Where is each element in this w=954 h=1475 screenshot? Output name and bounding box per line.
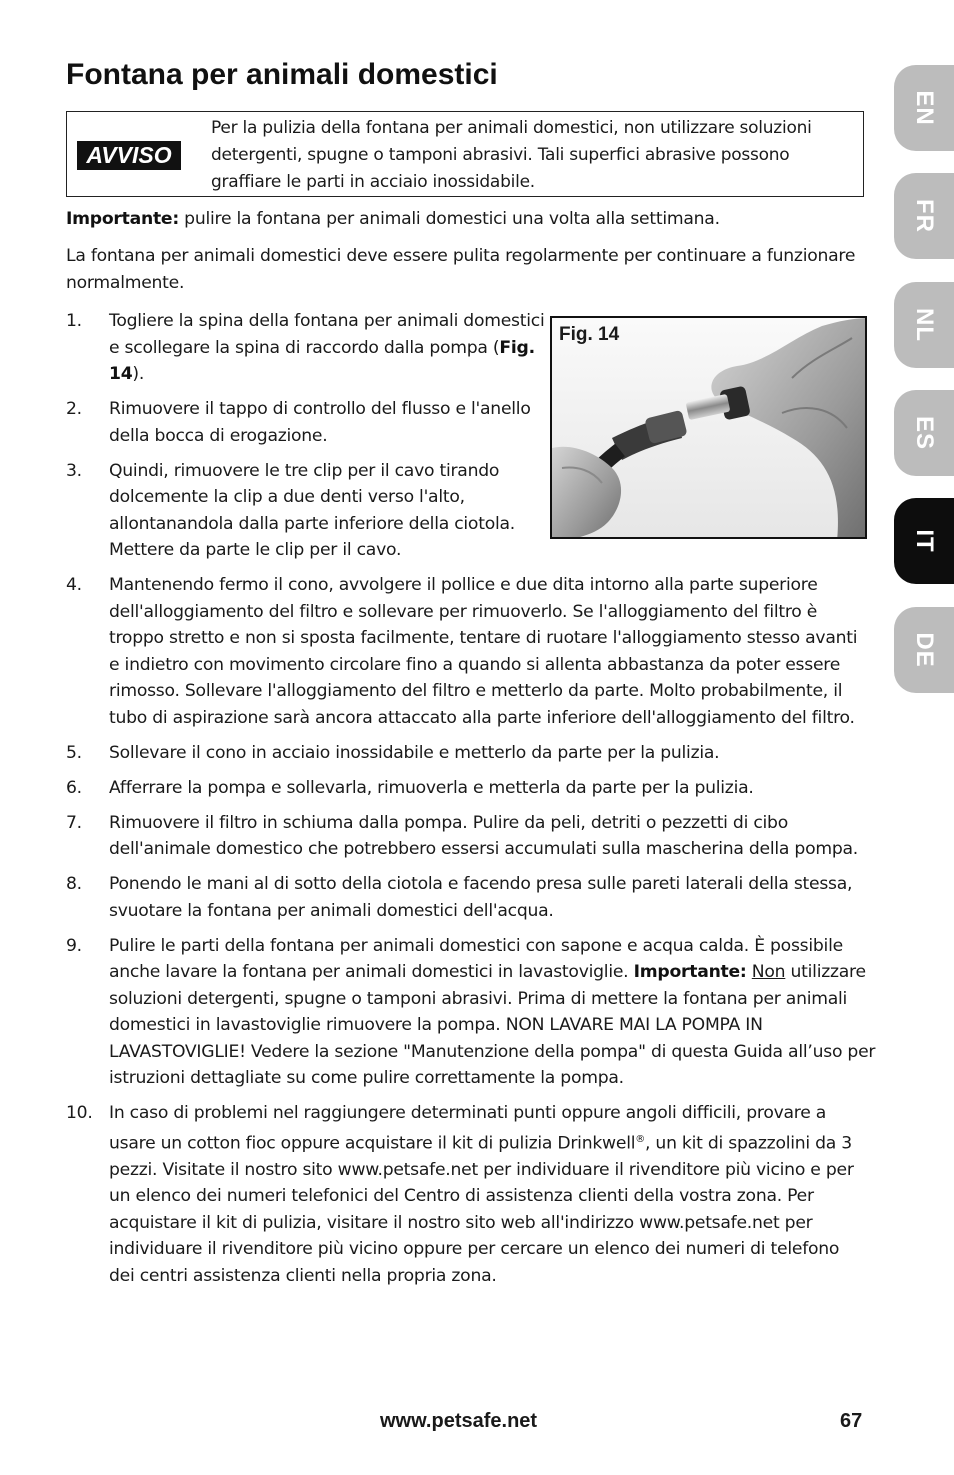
step-number: 1. (66, 311, 82, 331)
step-text: Sollevare il cono in acciaio inossidabile e metterlo da parte per la pulizia. (109, 742, 720, 763)
step-text-end: utilizzare soluzioni detergenti, spugne o tamponi abrasivi. Prima di mettere la fontana per animali domestici in lavastoviglie rimuovere la pompa. NON LAVARE MAI LA POMPA IN LAVASTOVIGLIE! Vedere la sezione "Manutenzione della pompa" di questa Guida all’uso per istruzioni dettagliate su come pulire correttamente la pompa. (109, 962, 876, 1088)
figure-reference: Fig. 14 (109, 337, 535, 384)
step-text: In caso di problemi nel raggiungere determinati punti oppure angoli difficili, provare a usare un cotton fioc oppure acquistare il kit di pulizia Drinkwell (109, 1103, 827, 1154)
step-3 (66, 458, 577, 564)
step-number: 3. (66, 460, 82, 481)
non-underlined: Non (751, 962, 786, 982)
step-text-end: ). (132, 364, 145, 384)
tab-label: ES (911, 415, 938, 451)
footer-url: www.petsafe.net (380, 1410, 538, 1432)
tab-en[interactable] (894, 65, 954, 151)
step-number: 2. (66, 399, 82, 419)
tab-it[interactable] (894, 498, 954, 584)
step-number: 8. (66, 874, 82, 894)
tab-es[interactable] (894, 390, 954, 476)
step-5 (66, 740, 868, 767)
intro-paragraph: La fontana per animali domestici deve essere pulita regolarmente per continuare a funzionare normalmente. (66, 246, 856, 293)
step-number: 9. (66, 935, 82, 956)
important-note (66, 206, 856, 233)
tab-label: EN (911, 90, 938, 126)
step-4 (66, 572, 868, 731)
step-2 (66, 396, 539, 449)
step-text: Rimuovere il filtro in schiuma dalla pompa. Pulire da peli, detriti o pezzetti di cibo dell'animale domestico che potrebbero essersi accumulati sulla mascherina della pompa. (109, 812, 858, 859)
warning-notice (66, 111, 864, 197)
tab-fr[interactable] (894, 173, 954, 259)
important-text: pulire la fontana per animali domestici una volta alla settimana. (178, 209, 720, 229)
step-text: Togliere la spina della fontana per animali domestici e scollegare la spina di raccordo dalla pompa ( (109, 311, 545, 358)
step-7 (66, 810, 879, 863)
step-number: 5. (66, 742, 82, 763)
step-1 (66, 308, 557, 388)
tab-label: FR (911, 199, 938, 233)
figure-label: Fig. 14 (559, 324, 620, 345)
page-number: 67 (840, 1410, 863, 1432)
important-label: Importante: (66, 209, 179, 229)
tab-de[interactable] (894, 607, 954, 693)
tab-label: NL (911, 308, 938, 342)
step-number: 4. (66, 575, 82, 595)
registered-mark: ® (635, 1133, 645, 1145)
step-number: 10. (66, 1103, 93, 1123)
step-text: Quindi, rimuovere le tre clip per il cavo tirando dolcemente la clip a due denti verso l'alto, allontanandola dalla parte inferiore della ciotola. Mettere da parte le clip per il cavo. (109, 460, 515, 560)
step-text: Afferrare la pompa e sollevarla, rimuoverla e metterla da parte per la pulizia. (109, 777, 754, 798)
warning-text: Per la pulizia della fontana per animali domestici, non utilizzare soluzioni detergenti, spugne o tamponi abrasivi. Tali superfici abrasive possono graffiare le parti in acciaio inossidabile. (211, 118, 812, 192)
step-text: Rimuovere il tappo di controllo del flusso e l'anello della bocca di erogazione. (109, 399, 531, 446)
page-title: Fontana per animali domestici (66, 58, 498, 91)
step-number: 6. (66, 777, 82, 798)
tab-nl[interactable] (894, 282, 954, 368)
step-10 (66, 1100, 868, 1289)
step-9 (66, 933, 899, 1092)
warning-badge: AVVISO (77, 141, 181, 170)
step-text: Ponendo le mani al di sotto della ciotola e facendo presa sulle pareti laterali della stessa, svuotare la fontana per animali domestici dell'acqua. (109, 874, 853, 921)
step-text-end: , un kit di spazzolini da 3 pezzi. Visitate il nostro sito www.petsafe.net per individuare il rivenditore più vicino e per un elenco dei numeri telefonici del Centro di assistenza clienti della vostra zona. Per acquistare il kit di pulizia, visitare il nostro sito web all'indirizzo www.petsafe.net per individuare il rivenditore più vicino oppure per cercare un elenco dei numeri di telefono dei centri assistenza clienti nella propria zona. (109, 1133, 854, 1286)
step-text: Pulire le parti della fontana per animali domestici con sapone e acqua calda. È possibile anche lavare la fontana per animali domestici in lavastoviglie. (109, 935, 843, 982)
step-number: 7. (66, 812, 82, 833)
important-label: Importante: (633, 962, 747, 982)
step-6 (66, 775, 868, 802)
step-8 (66, 871, 868, 924)
tab-label: DE (911, 632, 938, 668)
step-text: Mantenendo fermo il cono, avvolgere il pollice e due dita intorno alla parte superiore dell'alloggiamento del filtro e sollevare per rimuoverlo. Se l'alloggiamento del filtro è troppo stretto e non si sposta facilmente, tentare di ruotare l'alloggiamento stesso avanti e indietro con movimento circolare fino a quando si allenta abbastanza da poter essere rimosso. Sollevare l'alloggiamento del filtro e metterlo da parte. Molto probabilmente, il tubo di aspirazione sarà ancora attaccato alla parte inferiore dell'alloggiamento del filtro. (109, 575, 858, 728)
tab-label: IT (911, 529, 938, 553)
cleaning-steps-list (66, 308, 876, 1298)
